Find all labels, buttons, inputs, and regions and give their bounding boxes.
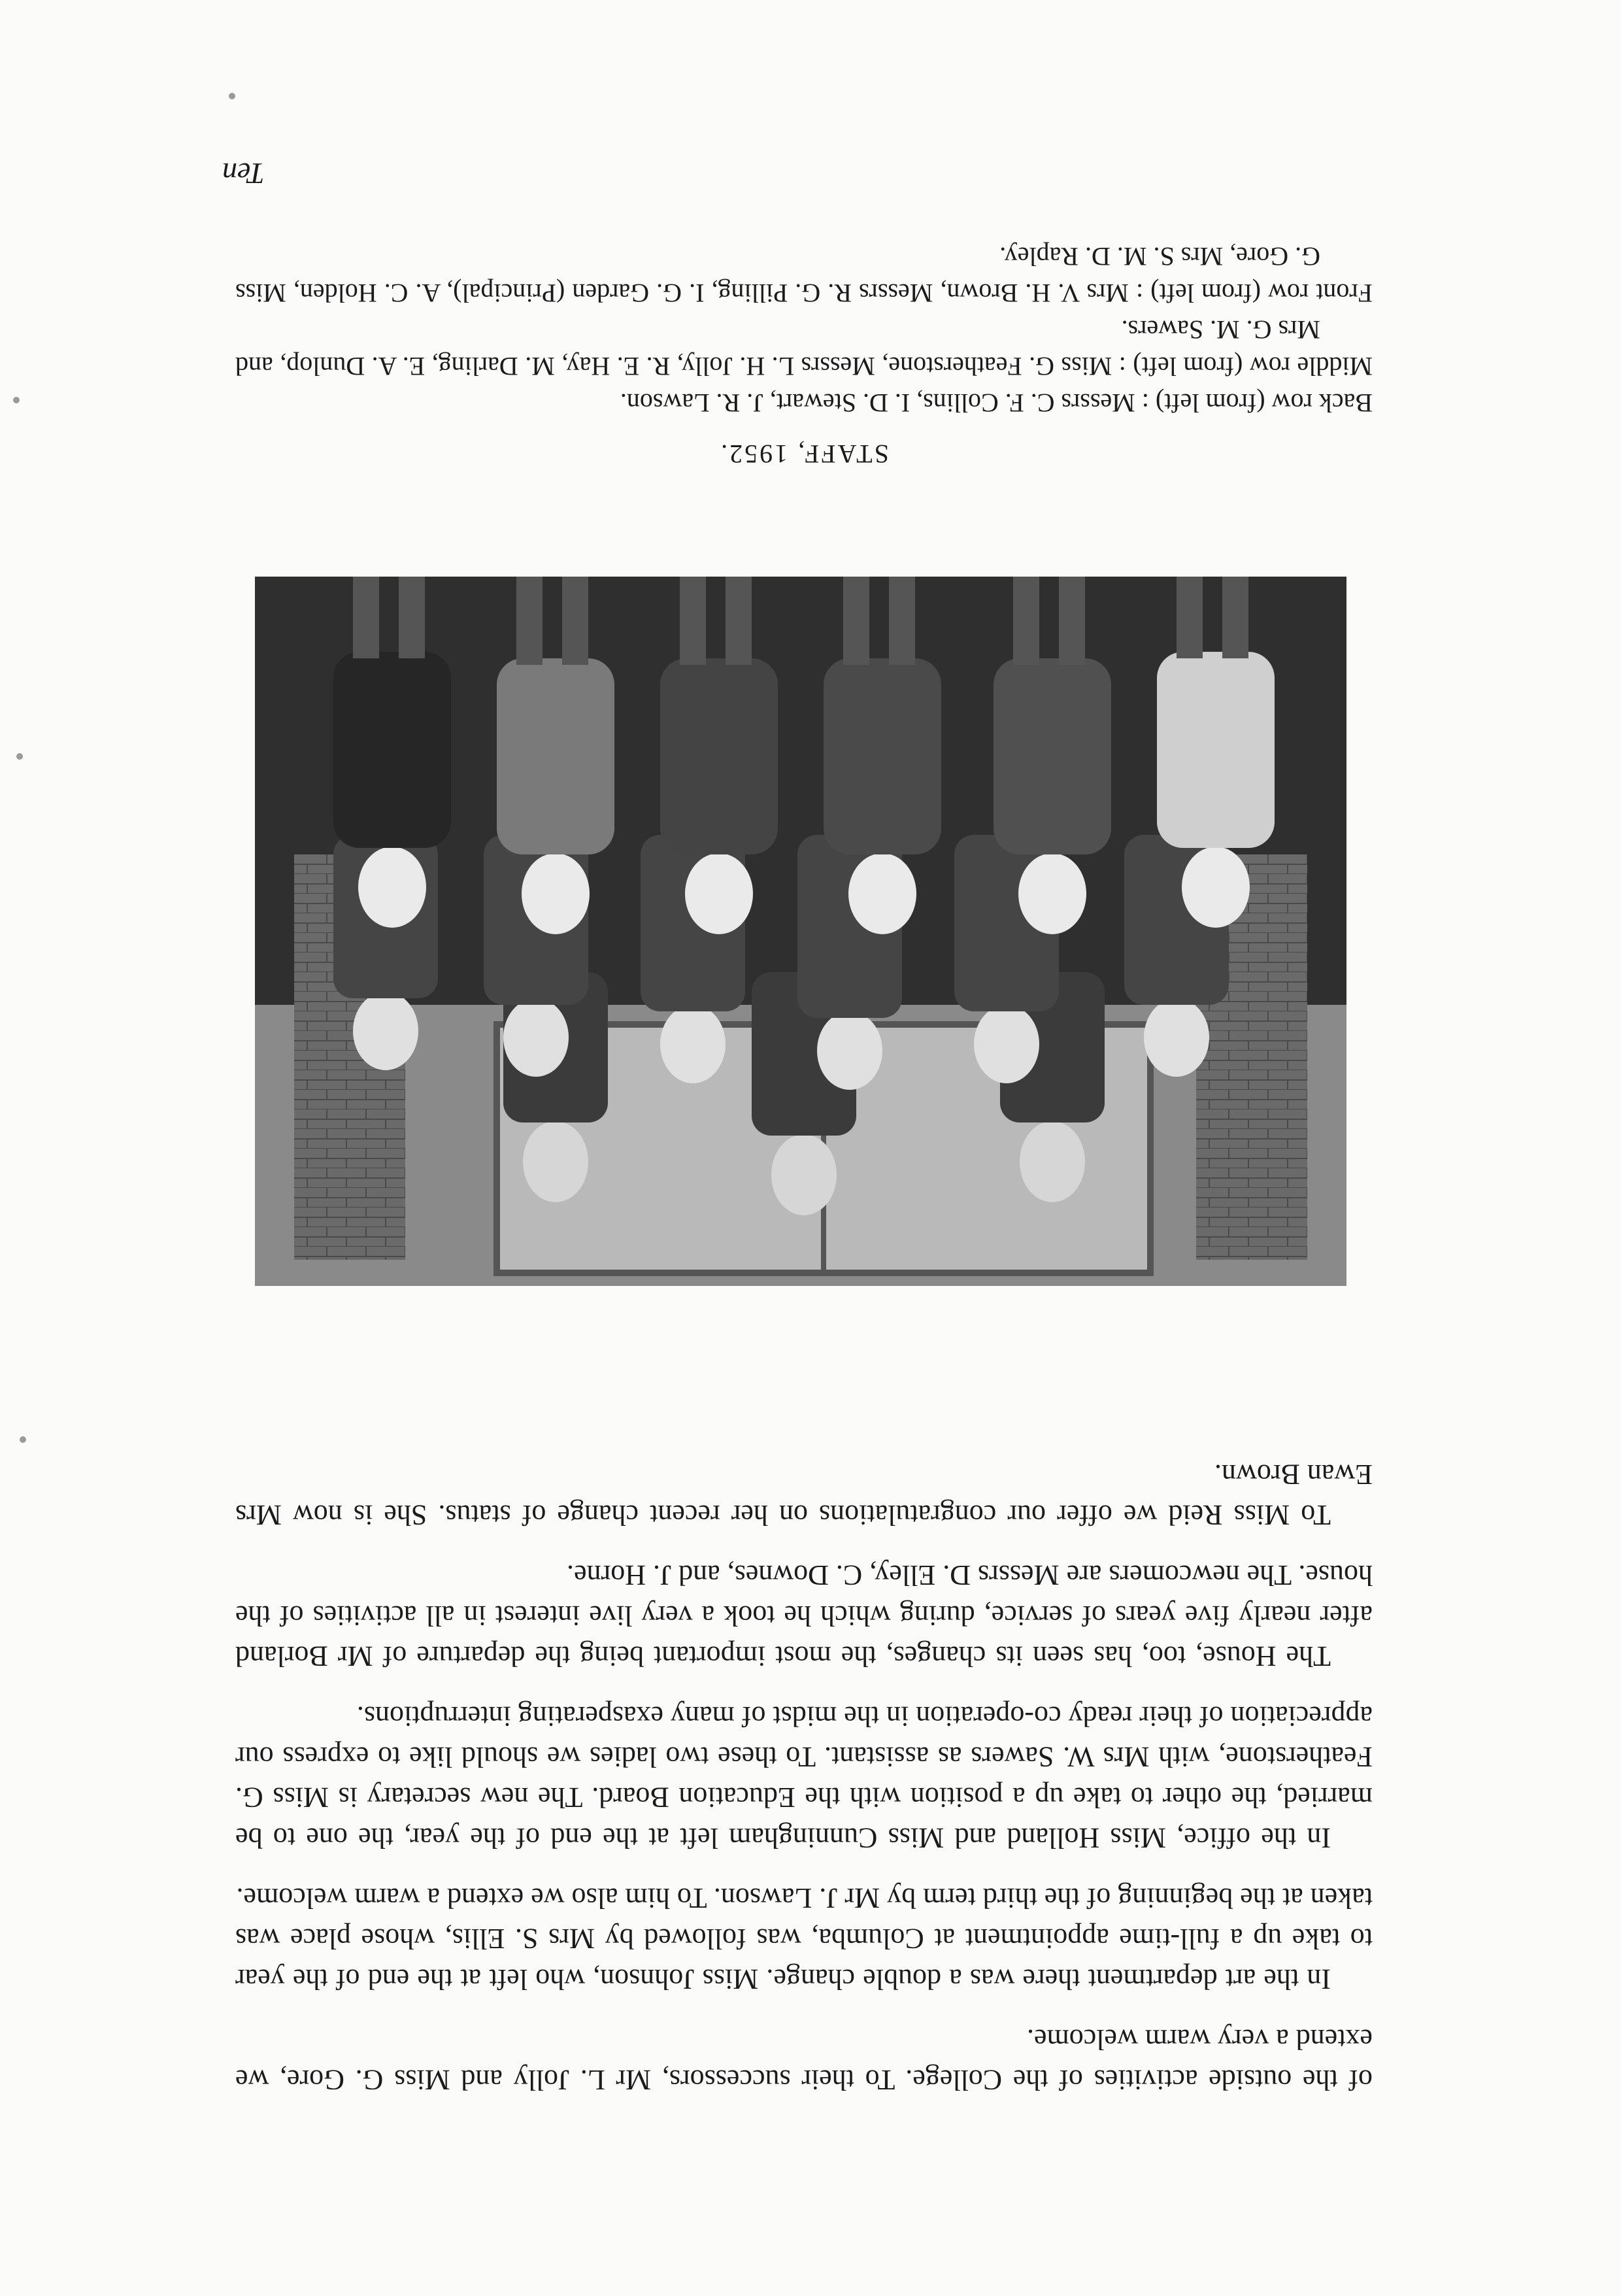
scan-speck [13,397,20,403]
page-number: Ten [222,157,265,190]
scan-speck [229,93,235,99]
caption-back-row: Back row (from left) : Messrs C. F. Collins, I. D. Stewart, J. R. Lawson. [620,388,1373,418]
paragraph: To Miss Reid we offer our congratulations on her recent change of status. She is now Mrs Ewan Brown. [235,1459,1373,1531]
scan-speck [20,1436,26,1443]
paragraph: of the outside activities of the College. To their successors, Mr L. Jolly and Miss G. Gore, we extend a very warm welcome. [235,2023,1373,2096]
paragraph: The House, too, has seen its changes, the most important being the departure of Mr Borland after nearly five years of service, during which he took a very live interest in all activities of the house. The newcomers are Messrs D. Elley, C. Downes, and J. Horne. [235,1559,1373,1672]
caption-title: STAFF, 1952. [719,439,889,469]
staff-group-photo [255,577,1346,1286]
caption-front-row: Front row (from left) : Mrs V. H. Brown, Messrs R. G. Pilling, I. G. Garden (Principal), A. C. Holden, Miss G. Gore, Mrs S. M. D. Rapley. [235,242,1373,308]
paragraph: In the art department there was a double change. Miss Johnson, who left at the end of the year to take up a full-time appointment at Columba, was followed by Mrs S. Ellis, whose place was taken at the beginning of the third term by Mr J. Lawson. To him also we extend a warm welcome. [235,1882,1373,1995]
paragraph: In the office, Miss Holland and Miss Cunningham left at the end of the year, the one to be married, the other to take up a position with the Education Board. The new secretary is Miss G. Featherstone, with Mrs W. Sawers as assistant. To these two ladies we should like to express our appreciation of their ready co-operation in the midst of many exasperating interruptions. [235,1700,1373,1854]
caption-middle-row: Middle row (from left) : Miss G. Featherstone, Messrs L. H. Jolly, R. E. Hay, M. Darling, E. A. Dunlop, and Mrs G. M. Sawers. [235,315,1373,381]
scan-speck [16,753,23,760]
photo-caption [235,238,1373,472]
body-text [235,1434,1373,2100]
